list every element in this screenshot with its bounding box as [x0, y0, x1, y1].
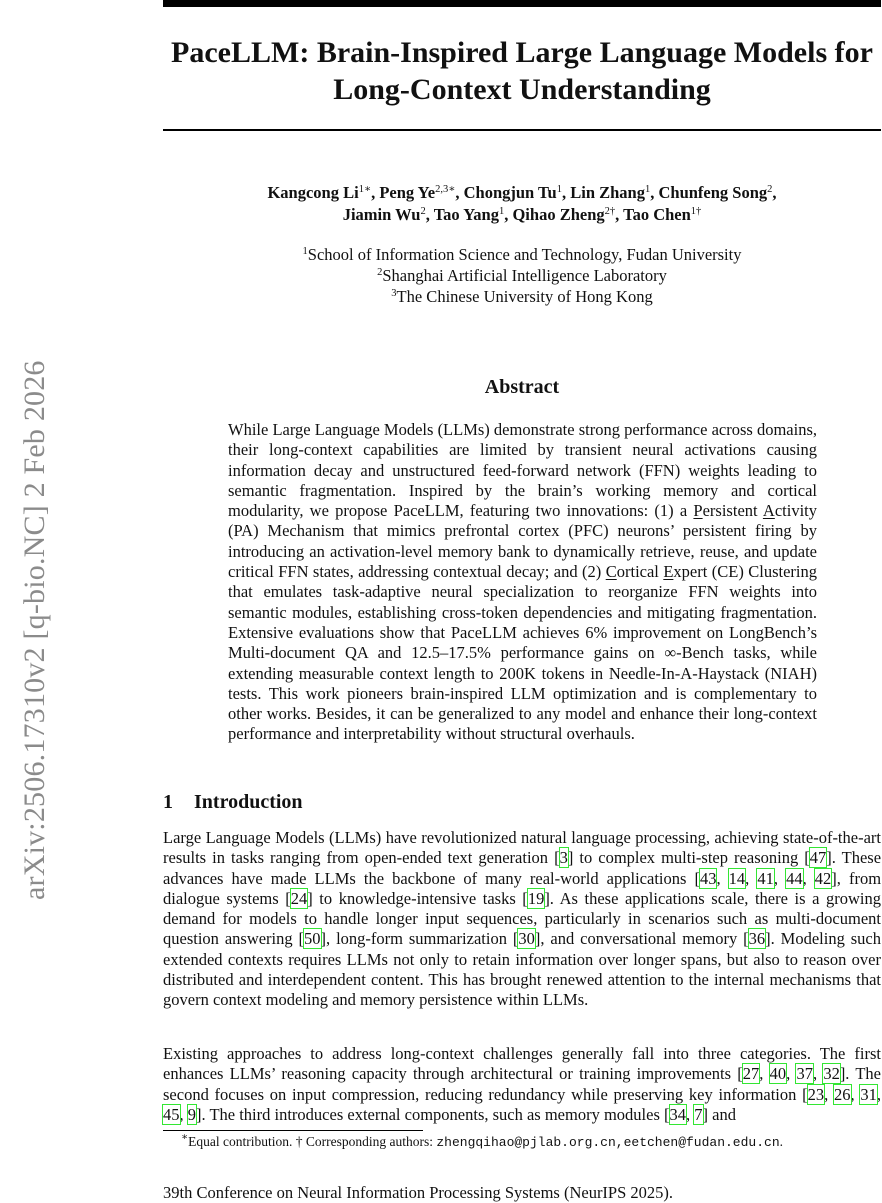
- citation-link[interactable]: 27: [742, 1064, 760, 1084]
- citation-link[interactable]: 43: [699, 868, 717, 888]
- introduction-paragraph-2: Existing approaches to address long-context challenges generally fall into three categories. The first enhances LLMs’ reasoning capacity through architectural or training improvements [27, 40, 37, 32]. The second focuses on input compression, reducing redundancy while preserving key information [23, 26, 31, 45, 9]. The third introduces external components, such as memory modules [34, 7] and: [163, 1044, 882, 1124]
- author-name: Tao Yang: [433, 205, 499, 224]
- section-number: 1: [163, 791, 173, 813]
- arxiv-identifier-stamp: arXiv:2506.17310v2 [q-bio.NC] 2 Feb 2026: [18, 360, 51, 900]
- citation-link[interactable]: 9: [187, 1104, 196, 1124]
- citation-link[interactable]: 42: [814, 868, 832, 888]
- citation-link[interactable]: 19: [527, 888, 545, 908]
- title-top-rule: [163, 0, 881, 7]
- author-line-1: Kangcong $Li^{1∗}$, Peng $Ye^{2,3∗}$, Chongjun Tu$^1$, Lin Zhang$^1$, Chunfeng Song$^2$,: [267, 183, 777, 202]
- affiliation: $^3$The Chinese University of Hong Kong: [391, 287, 653, 306]
- author-name: Tao Chen: [623, 205, 691, 224]
- author-affiliation-mark: 2†: [604, 206, 616, 217]
- author-line-2: Jiamin Wu$^2$, Tao Yang$^1$, Qihao Zheng$^{2\dagger}$, Tao Chen$^{1\dagger}$: [342, 205, 702, 224]
- citation-link[interactable]: 7: [694, 1104, 703, 1124]
- paper-title: [163, 34, 881, 108]
- citation-link[interactable]: 31: [860, 1084, 877, 1104]
- affiliation: $^1$School of Information Science and Technology, Fudan University: [302, 245, 742, 264]
- citation-link[interactable]: 3: [559, 848, 568, 868]
- citation-link[interactable]: 37: [796, 1064, 813, 1084]
- author-name: Chongjun Tu: [463, 183, 557, 202]
- introduction-paragraph-1: Large Language Models (LLMs) have revolutionized natural language processing, achieving state-of-the-art results in tasks ranging from open-ended text generation [3] to complex multi-step reasoning [47]. These advances have made LLMs the backbone of many real-world applications [43, 14, 41, 44, 42], from dialogue systems [24] to knowledge-intensive tasks [19]. As these applications scale, there is a growing demand for models to handle longer input sequences, particularly in scenarios such as multi-document question answering [50], long-form summarization [30], and conversational memory [36]. Modeling such extended contexts requires LLMs not only to retain information over longer spans, but also to reason over distributed and interdependent content. This has brought renewed attention to the internal mechanisms that govern context modeling and memory persistence within LLMs.: [163, 828, 882, 1010]
- author: [623, 205, 701, 224]
- author-name: Chunfeng Song: [658, 183, 768, 202]
- author-name: Qihao Zheng: [512, 205, 605, 224]
- citation-link[interactable]: 45: [163, 1104, 180, 1124]
- author-affiliation-mark: 2: [767, 184, 773, 195]
- citation-link[interactable]: 32: [823, 1064, 840, 1084]
- author-affiliation-mark: 1: [644, 184, 651, 195]
- author: [267, 183, 371, 202]
- citation-link[interactable]: 40: [769, 1064, 787, 1084]
- author-affiliation-mark: 1: [498, 206, 505, 217]
- author-name: Lin Zhang: [570, 183, 645, 202]
- abstract-heading: Abstract: [484, 376, 560, 398]
- author: [658, 183, 772, 202]
- citation-link[interactable]: 36: [748, 929, 766, 949]
- footnote: ∗Equal contribution. † Corresponding authors: zhengqihao@pjlab.org.cn,eetchen@fudan.edu.cn.: [181, 1132, 783, 1150]
- citation-link[interactable]: 30: [518, 929, 535, 949]
- author-name: Peng Ye: [379, 183, 436, 202]
- footnote-rule: [163, 1130, 423, 1131]
- author: [464, 183, 562, 202]
- author-affiliation-mark: 1†: [690, 206, 702, 217]
- abstract-text: While Large Language Models (LLMs) demonstrate strong performance across domains, their long-context capabilities are limited by transient neural activations causing information decay and unstructured feed-forward network (FFN) weights leading to semantic fragmentation. Inspired by the brain’s working memory and cortical modularity, we propose PaceLLM, featuring two innovations: (1) a Persistent Activity (PA) Mechanism that mimics prefrontal cortex (PFC) neurons’ persistent firing by introducing an activation-level memory bank to dynamically retrieve, reuse, and update critical FFN states, addressing contextual decay; and (2) Cortical Expert (CE) Clustering that emulates task-adaptive neural specialization to reorganize FFN weights into semantic modules, establishing cross-token dependencies and mitigating fragmentation. Extensive evaluations show that PaceLLM achieves 6% improvement on LongBench’s Multi-document QA and 12.5–17.5% performance gains on ∞-Bench tasks, while extending measurable context length to 200K tokens in Needle-In-A-Haystack (NIAH) tests. This work pioneers brain-inspired LLM optimization and is complementary to other works. Besides, it can be generalized to any model and enhance their long-context performance and interpretability without structural overhauls.: [228, 420, 817, 744]
- citation-link[interactable]: 41: [757, 868, 774, 888]
- author-affiliation-mark: 1: [556, 184, 562, 195]
- author-name: Jiamin Wu: [342, 205, 421, 224]
- title-bottom-rule: [163, 129, 881, 131]
- citation-link[interactable]: 50: [304, 929, 321, 949]
- title-line-1: PaceLLM: Brain-Inspired Large Language Models for: [171, 36, 873, 69]
- author: [343, 205, 426, 224]
- author-affiliation-mark: 1∗: [358, 184, 372, 195]
- citation-link[interactable]: 44: [786, 868, 803, 888]
- title-line-2: Long-Context Understanding: [333, 73, 711, 106]
- section-title: Introduction: [194, 791, 303, 813]
- author-name: Kangcong Li: [267, 183, 359, 202]
- author: [570, 183, 650, 202]
- author-affiliation-mark: 2: [420, 206, 426, 217]
- citation-link[interactable]: 14: [728, 868, 746, 888]
- citation-link[interactable]: 47: [809, 848, 827, 868]
- citation-link[interactable]: 26: [834, 1084, 851, 1104]
- venue-footer: 39th Conference on Neural Information Processing Systems (NeurIPS 2025).: [163, 1183, 674, 1202]
- affiliation-list: [163, 244, 881, 307]
- author: [434, 205, 505, 224]
- author-list: [163, 182, 881, 226]
- author: [512, 205, 615, 224]
- section-heading-introduction: [163, 791, 303, 814]
- citation-link[interactable]: 34: [669, 1104, 686, 1124]
- citation-link[interactable]: 23: [807, 1084, 825, 1104]
- citation-link[interactable]: 24: [290, 888, 308, 908]
- author: [379, 183, 455, 202]
- corresponding-emails[interactable]: zhengqihao@pjlab.org.cn,eetchen@fudan.edu.cn: [436, 1135, 780, 1150]
- affiliation: $^2$Shanghai Artificial Intelligence Laboratory: [377, 266, 667, 285]
- author-affiliation-mark: 2,3∗: [435, 184, 456, 195]
